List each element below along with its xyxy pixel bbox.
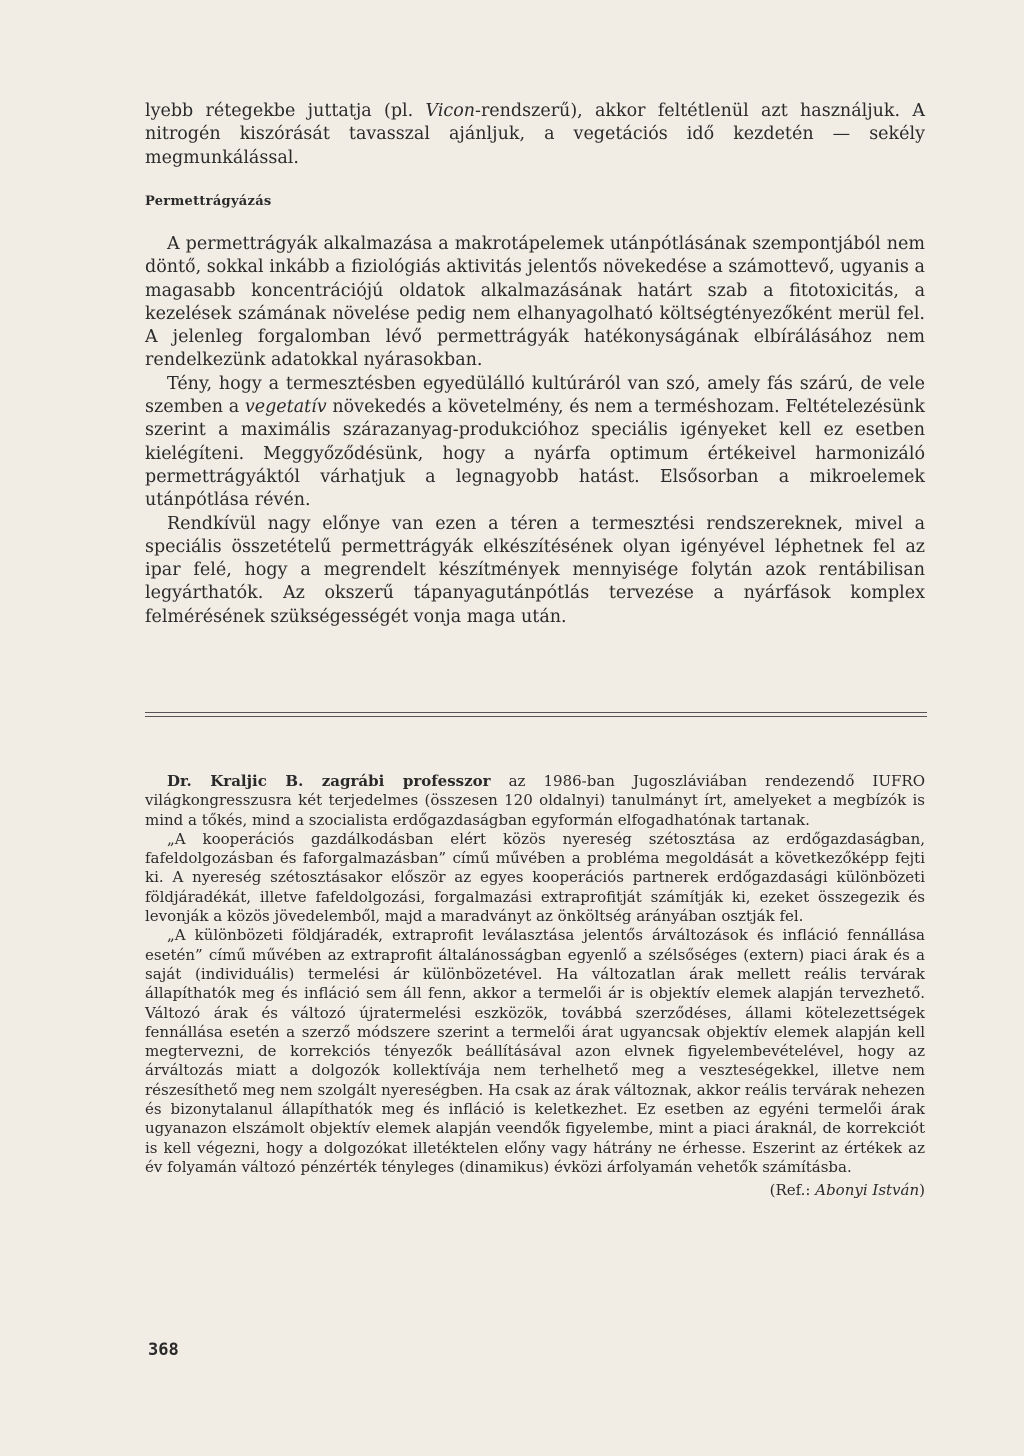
reference-author: Abonyi István: [815, 1181, 920, 1200]
review-paragraph: [145, 772, 925, 830]
review-block: [145, 772, 925, 1199]
review-author: Dr. Kraljic B. zagrábi professzor: [167, 772, 491, 790]
text-run: az 1986-ban Jugoszláviában rendezendő IUFRO világkongresszusra két terjedelmes (összesen 120 oldalnyi) tanulmányt írt, amelyeket a megbízók is mind a tőkés, mind a szocialista erdőgazdaságban egyformán elfogadhatónak tartanak.: [145, 772, 925, 829]
text-run: Tény, hogy a termesztésben egyedülálló kultúráról van szó, amely fás szárú, de vele szemben a: [145, 373, 925, 418]
review-paragraph: „A kooperációs gazdálkodásban elért közös nyereség szétosztása az erdőgazdaságban, fafeldolgozásban és faforgalmazásban” című művében a probléma megoldását a következőképp fejti ki. A nyereség szétosztásakor először az egyes kooperációs partnerek erdőgazdasági különbözeti földjáradékát, illetve fafeldolgozási, forgalmazási extraprofitját számítják ki, ezeket összegezik és levonják a közös jövedelemből, majd a maradványt az önköltség arányában osztják fel.: [145, 829, 925, 926]
text-run: -rendszerű), akkor feltétlenül azt használjuk. A nitrogén kiszórását tavasszal ajánljuk, a vegetációs idő kezdetén — sekély megmunkálással.: [145, 101, 926, 168]
text-run: növekedés a követelmény, és nem a terméshozam. Feltételezésünk szerint a maximális szárazanyag-produkcióhoz speciális igényeket kell ez esetben kielégíteni. Meggyőződésünk, hogy a nyárfa optimum értékeivel harmonizáló permettrágyáktól várhatjuk a legnagyobb hatást. Elsősorban a mikroelemek utánpótlása révén.: [145, 397, 925, 511]
section-paragraph: A permettrágyák alkalmazása a makrotápelemek utánpótlásának szempontjából nem döntő, sokkal inkább a fiziológiás aktivitás jelentős növekedése a számottevő, ugyanis a magasabb koncentrációjú oldatok alkalmazásának határt szab a fitotoxicitás, a kezelések számának növelése pedig nem elhanyagolható költségtényezőként merül fel. A jelenleg forgalomban lévő permettrágyák hatékonyságának elbírálásához nem rendelkezünk adatokkal nyárasokban.: [145, 234, 925, 371]
top-paragraph: [145, 100, 925, 170]
text-run: (Ref.:: [769, 1181, 816, 1200]
section-paragraph: Rendkívül nagy előnye van ezen a téren a termesztési rendszereknek, mivel a speciális összetételű permettrágyák elkészítésének olyan igényével léphetnek fel az ipar felé, hogy a megrendelt készítmények mennyisége folytán azok rentábilisan legyárthatók. Az okszerű tápanyagutánpótlás tervezése a nyárfások komplex felmérésének szükségességét vonja maga után.: [145, 513, 925, 627]
section-paragraph: [145, 373, 925, 513]
divider-line: [145, 716, 927, 717]
text-run: ): [919, 1181, 925, 1200]
section-heading: Permettrágyázás: [145, 194, 272, 209]
divider-line: [145, 712, 927, 713]
section-body: [145, 233, 925, 629]
reference: [145, 1181, 925, 1199]
italic-term: Vicon: [425, 101, 476, 121]
italic-term: vegetatív: [244, 397, 327, 418]
body-top: [145, 100, 925, 170]
review-paragraph: „A különbözeti földjáradék, extraprofit leválasztása jelentős árváltozások és infláció fennállása esetén” című művében az extraprofit általánosságban egyenlő a szélsőséges (extern) piaci árak és a saját (individuális) termelési ár különbözetével. Ha változatlan árak mellett reális tervárak állapíthatók meg és infláció sem áll fenn, akkor a termelői ár is objektív elemek alapján tervezhető. Változó árak és változó újratermelési eszközök, továbbá szerződéses, állami kötelezettségek fennállása esetén a szerző módszere szerint a termelői árat ugyancsak objektív elemek alapján kell megtervezni, de korrekciós tényezők beállításával azon elvnek figyelembevételével, hogy az árváltozás miatt a dolgozók kollektívája nem terhelhető meg a veszteségekkel, illetve nem részesíthető meg nem szolgált nyereségben. Ha csak az árak változnak, akkor reális tervárak nehezen és bizonytalanul állapíthatók meg és infláció is keletkezhet. Ez esetben az egyéni termelői árak ugyanazon elszámolt objektív elemek alapján veendők figyelembe, mint a piaci áraknál, de korrekciót is kell végezni, hogy a dolgozókat illetéktelen előny vagy hátrány ne érhesse. Eszerint az értékek az év folyamán változó pénzérték tényleges (dinamikus) évközi árfolyamán vehetők számításba.: [145, 926, 925, 1176]
page-number: 368: [148, 1340, 179, 1360]
text-run: lyebb rétegekbe juttatja (pl.: [145, 101, 426, 121]
